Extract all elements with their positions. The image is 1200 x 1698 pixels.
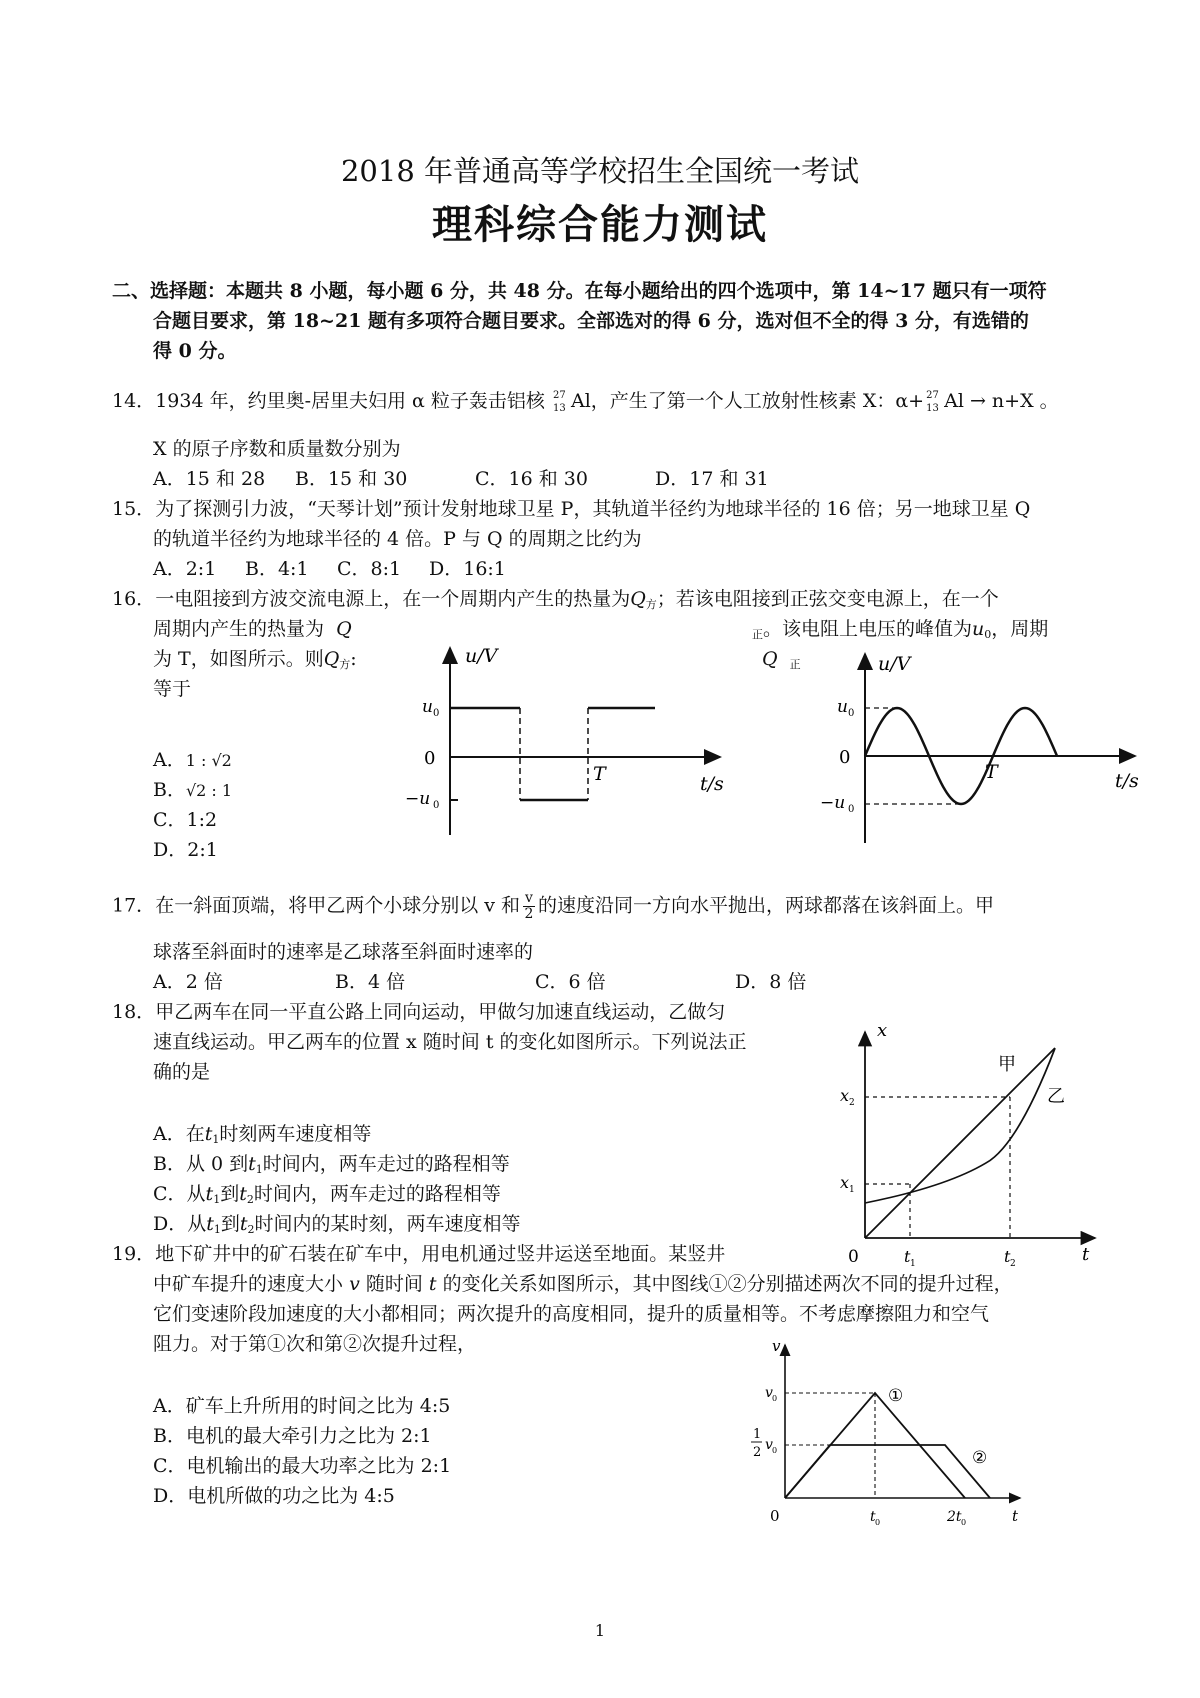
q15-option-a[interactable]: A．2:1 [153, 558, 217, 580]
q14-text-c: → n+X 。 [969, 390, 1059, 412]
t0-label: t [870, 1509, 876, 1525]
exam-title: 2018 年普通高等学校招生全国统一考试 [340, 154, 860, 188]
q14-option-a[interactable]: A．15 和 28 [153, 468, 266, 490]
q19-line-4: 阻力。对于第①次和第②次提升过程， [153, 1333, 477, 1355]
x1-label: x [840, 1173, 850, 1192]
q14-line-2: X 的原子序数和质量数分别为 [153, 438, 401, 460]
q15-option-b[interactable]: B．4:1 [245, 558, 309, 580]
q16-text-2a: 周期内产生的热量为 [153, 618, 325, 640]
q16-text-3b: : [350, 648, 357, 670]
v0-sub: 0 [772, 1394, 778, 1403]
q19-number: 19． [112, 1243, 156, 1265]
q15-text-1: 为了探测引力波，“天琴计划”预计发射地球卫星 P，其轨道半径约为地球半径的 16 倍；另一地球卫星 Q [155, 498, 1031, 520]
x2-label: x [840, 1086, 850, 1105]
x-label: t/s [1115, 770, 1139, 792]
origin-label: 0 [424, 748, 436, 769]
aluminum-nuclide-2: 27 13 [926, 390, 939, 414]
y-label: u/V [878, 653, 911, 675]
period-label: T [593, 763, 606, 785]
q14-number: 14． [112, 390, 156, 412]
q18-option-c[interactable]: C．从$t_1$到$t_2$时间内，两车走过的路程相等 [153, 1183, 501, 1206]
half-den: 2 [753, 1445, 762, 1460]
t-label: t [1082, 1244, 1090, 1265]
q19-line-3: 它们变速阶段加速度的大小都相同；两次提升的高度相同，提升的质量相等。不考虑摩擦阻力和空气 [153, 1303, 990, 1325]
u0-sub-label: 0 [433, 708, 440, 719]
t2-label: t [1004, 1247, 1011, 1266]
q16-text-2b: 。该电阻上电压的峰值为 [763, 618, 973, 640]
q16-text-1b: ；若该电阻接到正弦交变电源上，在一个 [656, 588, 999, 610]
v-over-2-fraction: $\frac{v}{2}$ [524, 890, 534, 922]
q14-line-1 [112, 389, 1059, 413]
q17-option-a[interactable]: A．2 倍 [153, 971, 223, 993]
page-number: 1 [594, 1621, 606, 1640]
q19-line-1 [112, 1242, 725, 1266]
q18-line-3: 确的是 [153, 1061, 211, 1083]
section-line-1: 二、选择题：本题共 8 小题，每小题 6 分，共 48 分。在每小题给出的四个选项中，第 14~17 题只有一项符 [112, 280, 1047, 302]
neg-u0-label: −u [820, 793, 846, 813]
q17-number: 17． [112, 894, 156, 917]
q16-option-c[interactable]: C．1:2 [153, 809, 218, 831]
q17-text-1b: 的速度沿同一方向水平抛出，两球都落在该斜面上。甲 [537, 894, 994, 917]
q18-number: 18． [112, 1001, 156, 1023]
aluminum-symbol-2: Al [944, 390, 964, 412]
q16-line-4: 等于 [153, 678, 192, 700]
q15-line-2: 的轨道半径约为地球半径的 4 倍。P 与 Q 的周期之比约为 [153, 528, 642, 550]
section-line-2: 合题目要求，第 18~21 题有多项符合题目要求。全部选对的得 6 分，选对但不全的得 3 分，有选错的 [153, 310, 1029, 332]
q16-text-1a: 一电阻接到方波交流电源上，在一个周期内产生的热量为 [155, 588, 631, 610]
q16-option-a-value: 1 : √2 [185, 751, 232, 770]
u0-symbol: u [972, 618, 985, 640]
q14-option-b[interactable]: B．15 和 30 [295, 468, 408, 490]
q16-text-2c: ，周期 [991, 618, 1049, 640]
origin-label: 0 [848, 1247, 859, 1267]
x-label: t/s [700, 773, 724, 795]
position-time-graph [830, 1020, 1110, 1280]
period-label: T [985, 761, 998, 783]
q-symbol-4: Q [762, 648, 778, 670]
velocity-time-graph [740, 1335, 1040, 1535]
section-line-3: 得 0 分。 [153, 340, 237, 362]
x1-sub: 1 [849, 1185, 855, 1195]
q14-option-d[interactable]: D．17 和 31 [655, 468, 769, 490]
q16-option-b[interactable] [153, 778, 232, 803]
q16-option-a[interactable] [153, 748, 232, 773]
q-sub-fang: 方 [645, 598, 657, 611]
q16-option-d[interactable]: D．2:1 [153, 839, 218, 861]
u0-label: u [837, 697, 848, 717]
q-sub-fang-2: 方 [339, 658, 351, 671]
q16-text-3a: 为 T，如图所示。则 [153, 648, 324, 670]
aluminum-nuclide: 27 13 [552, 390, 566, 414]
q15-option-d[interactable]: D．16:1 [429, 558, 506, 580]
q17-line-1 [112, 891, 994, 922]
t-label: t [1012, 1507, 1019, 1525]
q19-option-b[interactable]: B．电机的最大牵引力之比为 2:1 [153, 1425, 432, 1447]
q17-line-2: 球落至斜面时的速率是乙球落至斜面时速率的 [153, 941, 534, 963]
q18-option-d[interactable]: D．从$t_1$到$t_2$时间内的某时刻，两车速度相等 [153, 1213, 521, 1236]
q14-option-c[interactable]: C．16 和 30 [475, 468, 588, 490]
q16-line-2b [752, 617, 1048, 647]
q15-number: 15． [112, 498, 156, 520]
circle-2-label: ② [972, 1448, 988, 1468]
x2-sub: 2 [849, 1098, 855, 1108]
u0-label: u [422, 697, 433, 717]
q19-option-c[interactable]: C．电机输出的最大功率之比为 2:1 [153, 1455, 452, 1477]
u0-sub: 0 [984, 628, 992, 641]
2t0-sub: 0 [961, 1518, 967, 1527]
q18-option-a[interactable]: A．在$t_1$时刻两车速度相等 [153, 1123, 372, 1146]
neg-u0-label: −u [405, 789, 431, 809]
circle-1-label: ① [888, 1386, 904, 1406]
q17-option-d[interactable]: D．8 倍 [735, 971, 807, 993]
sine-wave-graph [815, 648, 1145, 848]
neg-u0-sub-label: 0 [433, 800, 440, 811]
t1-sub: 1 [910, 1259, 916, 1269]
q19-line-2: 中矿车提升的速度大小 v 随时间 t 的变化关系如图所示，其中图线①②分别描述两次不同的提升过程， [153, 1273, 1013, 1295]
t1-label: t [904, 1247, 911, 1266]
origin-label: 0 [770, 1507, 780, 1525]
q16-line-2a [153, 617, 352, 641]
v-label: v [772, 1337, 781, 1355]
aluminum-symbol: Al [570, 390, 591, 412]
q17-text-1a: 在一斜面顶端，将甲乙两个小球分别以 v 和 [155, 894, 521, 917]
origin-label: 0 [839, 747, 851, 768]
q-sub-zheng-2: 正 [789, 658, 801, 671]
neg-u0-sub-label: 0 [848, 804, 855, 815]
q19-text-1: 地下矿井中的矿石装在矿车中，用电机通过竖井运送至地面。某竖井 [155, 1243, 726, 1265]
q15-line-1 [112, 497, 1030, 521]
q-symbol: Q [630, 588, 646, 610]
square-wave-graph [400, 640, 730, 840]
line-yi [865, 1048, 1055, 1238]
q18-text-1: 甲乙两车在同一平直公路上同向运动，甲做匀加速直线运动，乙做匀 [155, 1001, 726, 1023]
half-num: 1 [753, 1427, 762, 1442]
t0-sub: 0 [875, 1518, 881, 1527]
q18-line-2: 速直线运动。甲乙两车的位置 x 随时间 t 的变化如图所示。下列说法正 [153, 1031, 747, 1053]
half-v0-sub: 0 [772, 1446, 778, 1455]
u0-sub-label: 0 [848, 708, 855, 719]
q14-text-a: 1934 年，约里奥-居里夫妇用 α 粒子轰击铝核 [155, 390, 545, 412]
q14-text-b: ，产生了第一个人工放射性核素 X：α+ [590, 390, 925, 412]
q-symbol-3: Q [323, 648, 340, 670]
curve-jia [865, 1048, 1055, 1203]
2t0-label: 2t [947, 1509, 962, 1525]
half-v0-label: v [765, 1437, 773, 1453]
q16-number: 16． [112, 588, 156, 610]
x-label: x [877, 1020, 888, 1041]
q15-option-c[interactable]: C．8:1 [337, 558, 402, 580]
q16-line-3 [153, 647, 357, 677]
q-symbol-2: Q [336, 618, 352, 640]
q17-option-c[interactable]: C．6 倍 [535, 971, 606, 993]
q16-option-b-value: √2 : 1 [185, 781, 233, 800]
q19-option-d[interactable]: D．电机所做的功之比为 4:5 [153, 1485, 395, 1507]
q16-option-b-label: B． [153, 779, 186, 801]
q16-line-3b [762, 647, 801, 677]
q17-option-b[interactable]: B．4 倍 [335, 971, 406, 993]
q16-option-a-label: A． [153, 749, 186, 771]
q16-line-1 [112, 587, 999, 617]
jia-label: 甲 [998, 1054, 1016, 1075]
yi-label: 乙 [1047, 1086, 1065, 1107]
q19-option-a[interactable]: A．矿车上升所用的时间之比为 4:5 [153, 1395, 451, 1417]
y-label: u/V [465, 645, 498, 667]
t2-sub: 2 [1010, 1259, 1016, 1269]
subject-title: 理科综合能力测试 [432, 201, 768, 248]
v0-label: v [765, 1385, 773, 1401]
q18-option-b[interactable]: B．从 0 到$t_1$时间内，两车走过的路程相等 [153, 1153, 510, 1176]
q18-line-1 [112, 1000, 725, 1024]
q-sub-zheng: 正 [752, 628, 763, 641]
